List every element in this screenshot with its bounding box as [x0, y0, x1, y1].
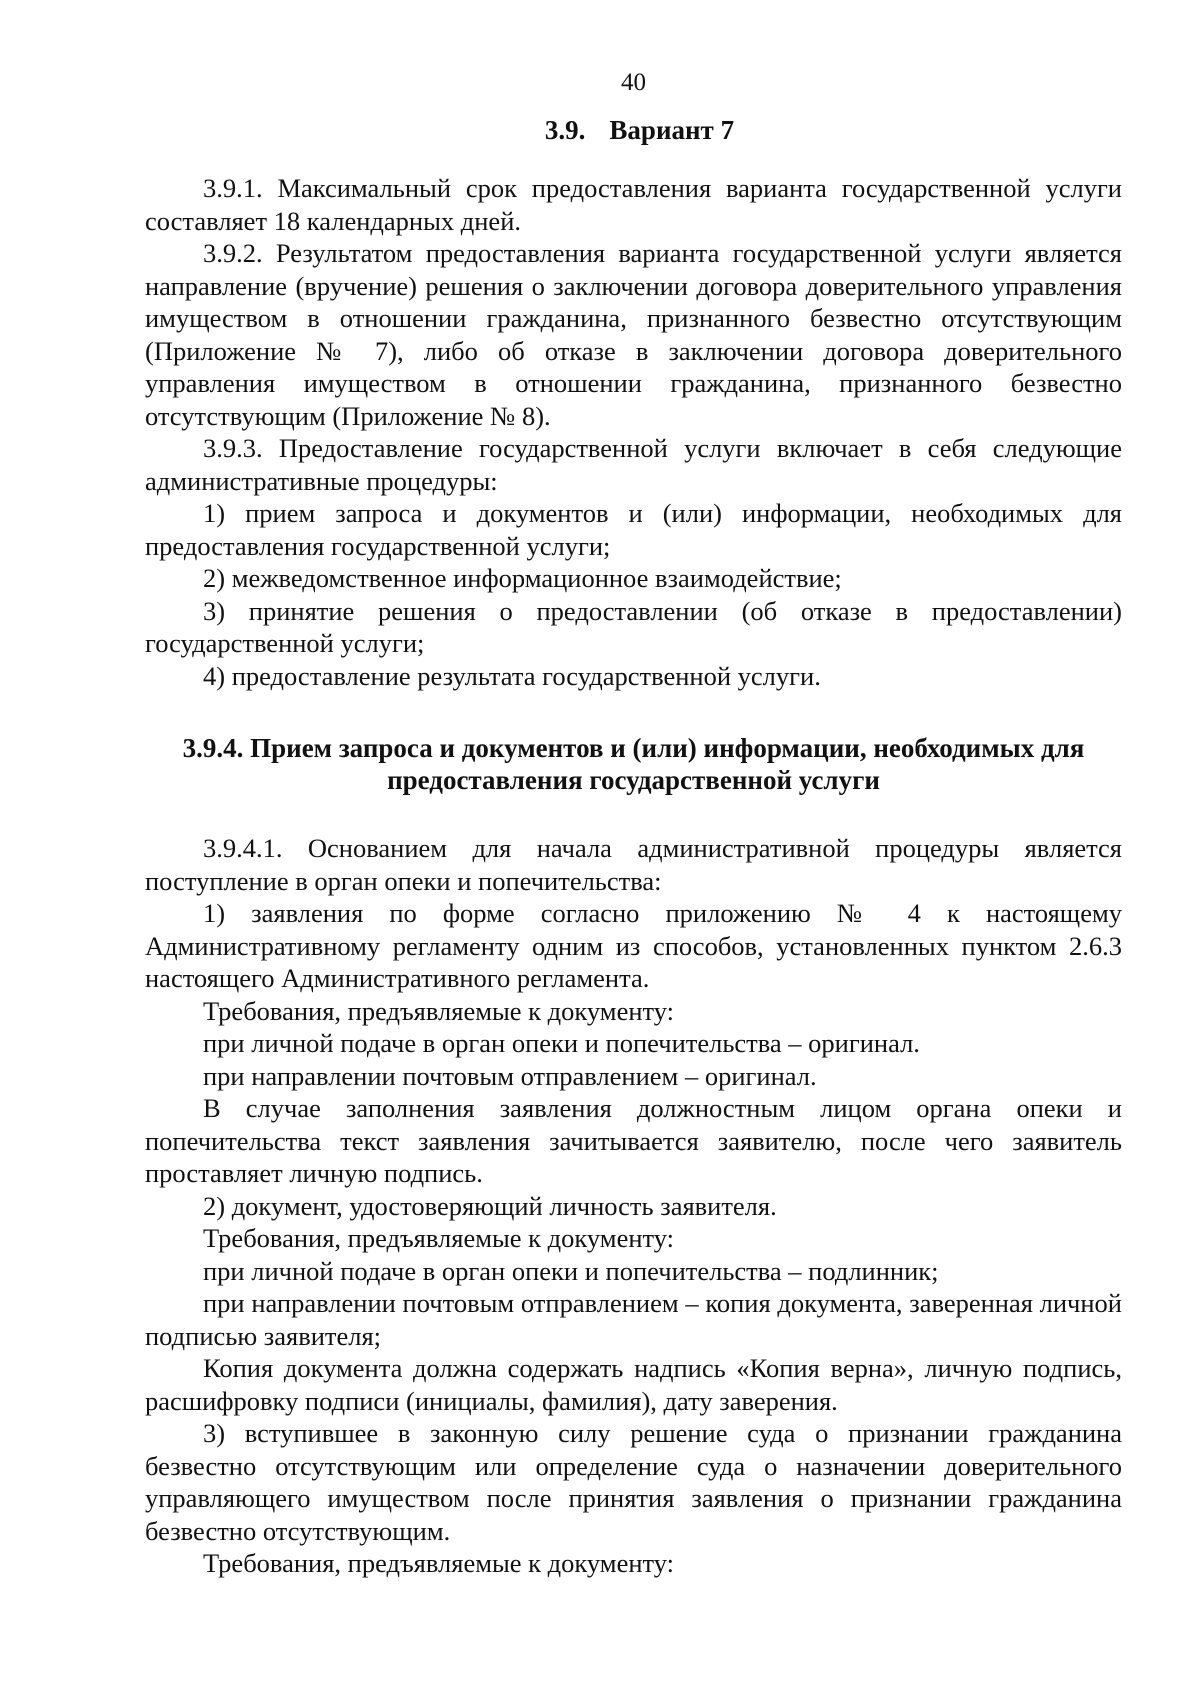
paragraph-filled-by-official: В случае заполнения заявления должностным лицом органа опеки и попечительства текст заявления зачитывается заявителю, после чего заявитель проставляет личную подпись. — [145, 1093, 1122, 1188]
paragraph-3-9-3: 3.9.3. Предоставление государственной услуги включает в себя следующие административные процедуры: — [145, 433, 1122, 496]
requirement-by-mail: при направлении почтовым отправлением – оригинал. — [203, 1060, 817, 1091]
paragraph-3-9-2: 3.9.2. Результатом предоставления варианта государственной услуги является направление (вручение) решения о заключении договора доверительного управления имуществом в отношении гражданина, признанного безвестно отсутствующим (Приложение № 7), либо об отказе в заключении договора доверительного управления имуществом в отношении гражданина, признанного безвестно отсутствующим (Приложение № 8). — [145, 238, 1122, 431]
requirements-label: Требования, предъявляемые к документу: — [203, 1223, 675, 1253]
page-number: 40 — [621, 69, 646, 96]
procedure-item-2: 2) межведомственное информационное взаимодействие; — [203, 563, 842, 593]
requirement-in-person: при личной подаче в орган опеки и попечительства – оригинал. — [203, 1028, 920, 1058]
procedure-item-4: 4) предоставление результата государственной услуги. — [203, 660, 821, 691]
document-page — [145, 62, 1122, 1580]
document-item-1: 1) заявления по форме согласно приложению № 4 к настоящему Административному регламенту одним из способов, установленных пунктом 2.6.3 настоящего Административного регламента. — [145, 898, 1122, 993]
procedure-item-1: 1) прием запроса и документов и (или) информации, необходимых для предоставления государственной услуги; — [145, 498, 1122, 561]
section-title: Вариант 7 — [609, 115, 735, 145]
section-heading — [145, 112, 1122, 148]
subsection-heading: 3.9.4. Прием запроса и документов и (или) информации, необходимых для предоставления государственной услуги — [182, 733, 1085, 795]
requirements-label: Требования, предъявляемые к документу: — [203, 1548, 675, 1578]
requirements-label: Требования, предъявляемые к документу: — [203, 995, 675, 1026]
paragraph-copy-certification: Копия документа должна содержать надпись «Копия верна», личную подпись, расшифровку подписи (инициалы, фамилия), дату заверения. — [145, 1353, 1122, 1416]
section-number: 3.9. — [544, 115, 586, 145]
document-item-2: 2) документ, удостоверяющий личность заявителя. — [203, 1190, 777, 1221]
document-item-3: 3) вступившее в законную силу решение суда о признании гражданина безвестно отсутствующим или определение суда о назначении доверительного управляющего имуществом после принятия заявления о признании гражданина безвестно отсутствующим. — [145, 1418, 1122, 1546]
paragraph-3-9-4-1: 3.9.4.1. Основанием для начала административной процедуры является поступление в орган опеки и попечительства: — [145, 833, 1122, 896]
procedure-item-3: 3) принятие решения о предоставлении (об отказе в предоставлении) государственной услуги; — [145, 595, 1122, 658]
requirement-by-mail: при направлении почтовым отправлением – копия документа, заверенная личной подписью заявителя; — [145, 1288, 1122, 1351]
paragraph-3-9-1: 3.9.1. Максимальный срок предоставления варианта государственной услуги составляет 18 календарных дней. — [145, 173, 1122, 236]
requirement-in-person: при личной подаче в орган опеки и попечительства – подлинник; — [203, 1255, 939, 1286]
